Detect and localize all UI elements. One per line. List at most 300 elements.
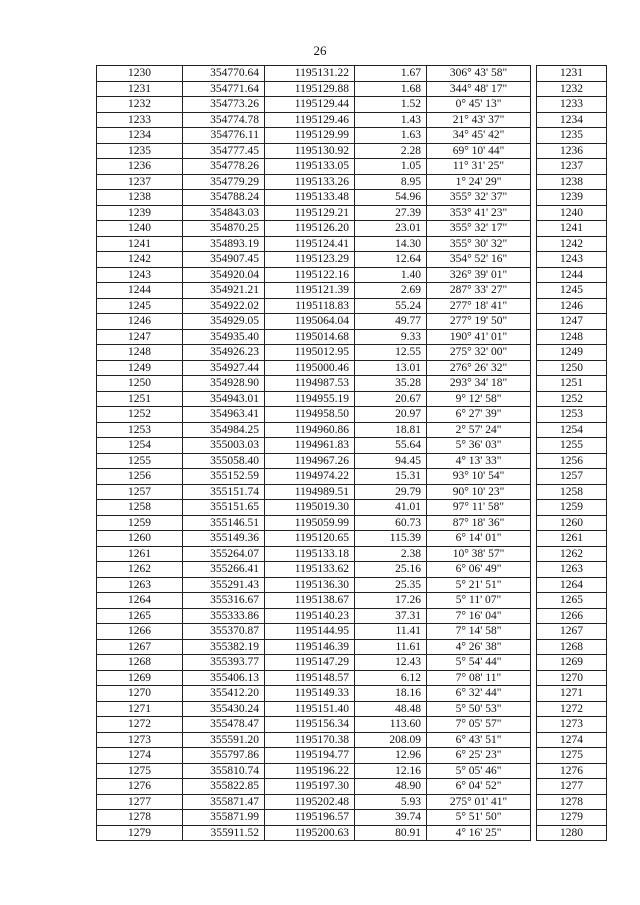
y-coordinate-cell: 1195200.63 (265, 825, 355, 841)
point-id-cell: 1249 (97, 360, 183, 376)
bearing-cell: 5° 50' 53" (427, 701, 531, 717)
x-coordinate-cell: 355149.36 (183, 531, 265, 547)
y-coordinate-cell: 1195129.99 (265, 128, 355, 144)
point-id-cell: 1271 (97, 701, 183, 717)
next-point-cell: 1264 (537, 577, 607, 593)
next-point-cell: 1276 (537, 763, 607, 779)
next-point-cell: 1270 (537, 670, 607, 686)
distance-cell: 1.43 (355, 112, 427, 128)
y-coordinate-cell: 1195129.44 (265, 97, 355, 113)
bearing-cell: 6° 04' 52" (427, 779, 531, 795)
x-coordinate-cell: 354771.64 (183, 81, 265, 97)
bearing-cell: 355° 32' 17" (427, 221, 531, 237)
bearing-cell: 7° 05' 57" (427, 717, 531, 733)
point-id-cell: 1230 (97, 66, 183, 82)
next-point-cell: 1265 (537, 593, 607, 609)
y-coordinate-cell: 1195144.95 (265, 624, 355, 640)
point-id-cell: 1260 (97, 531, 183, 547)
bearing-cell: 6° 25' 23" (427, 748, 531, 764)
table-row (97, 717, 607, 733)
next-point-cell: 1233 (537, 97, 607, 113)
y-coordinate-cell: 1195196.57 (265, 810, 355, 826)
x-coordinate-cell: 355911.52 (183, 825, 265, 841)
y-coordinate-cell: 1195123.29 (265, 252, 355, 268)
y-coordinate-cell: 1195151.40 (265, 701, 355, 717)
next-point-cell: 1274 (537, 732, 607, 748)
bearing-cell: 190° 41' 01" (427, 329, 531, 345)
point-id-cell: 1232 (97, 97, 183, 113)
bearing-cell: 87° 18' 36" (427, 515, 531, 531)
point-id-cell: 1242 (97, 252, 183, 268)
x-coordinate-cell: 355393.77 (183, 655, 265, 671)
point-id-cell: 1250 (97, 376, 183, 392)
table-row (97, 298, 607, 314)
distance-cell: 115.39 (355, 531, 427, 547)
y-coordinate-cell: 1195019.30 (265, 500, 355, 516)
distance-cell: 12.64 (355, 252, 427, 268)
y-coordinate-cell: 1194989.51 (265, 484, 355, 500)
table-row (97, 500, 607, 516)
point-id-cell: 1274 (97, 748, 183, 764)
y-coordinate-cell: 1195147.29 (265, 655, 355, 671)
y-coordinate-cell: 1194958.50 (265, 407, 355, 423)
point-id-cell: 1231 (97, 81, 183, 97)
next-point-cell: 1234 (537, 112, 607, 128)
x-coordinate-cell: 354870.25 (183, 221, 265, 237)
next-point-cell: 1259 (537, 500, 607, 516)
point-id-cell: 1246 (97, 314, 183, 330)
x-coordinate-cell: 355316.67 (183, 593, 265, 609)
x-coordinate-cell: 355003.03 (183, 438, 265, 454)
distance-cell: 37.31 (355, 608, 427, 624)
y-coordinate-cell: 1195124.41 (265, 236, 355, 252)
table-row (97, 686, 607, 702)
next-point-cell: 1279 (537, 810, 607, 826)
next-point-cell: 1254 (537, 422, 607, 438)
distance-cell: 48.90 (355, 779, 427, 795)
table-row (97, 515, 607, 531)
x-coordinate-cell: 355810.74 (183, 763, 265, 779)
bearing-cell: 34° 45' 42" (427, 128, 531, 144)
distance-cell: 49.77 (355, 314, 427, 330)
table-row (97, 593, 607, 609)
next-point-cell: 1262 (537, 546, 607, 562)
point-id-cell: 1245 (97, 298, 183, 314)
distance-cell: 208.09 (355, 732, 427, 748)
x-coordinate-cell: 354893.19 (183, 236, 265, 252)
x-coordinate-cell: 354928.90 (183, 376, 265, 392)
x-coordinate-cell: 355146.51 (183, 515, 265, 531)
y-coordinate-cell: 1195133.48 (265, 190, 355, 206)
table-row (97, 391, 607, 407)
table-row (97, 190, 607, 206)
distance-cell: 55.64 (355, 438, 427, 454)
x-coordinate-cell: 355151.65 (183, 500, 265, 516)
bearing-cell: 6° 06' 49" (427, 562, 531, 578)
point-id-cell: 1279 (97, 825, 183, 841)
x-coordinate-cell: 354984.25 (183, 422, 265, 438)
y-coordinate-cell: 1194987.53 (265, 376, 355, 392)
distance-cell: 39.74 (355, 810, 427, 826)
next-point-cell: 1269 (537, 655, 607, 671)
x-coordinate-cell: 354922.02 (183, 298, 265, 314)
next-point-cell: 1267 (537, 624, 607, 640)
next-point-cell: 1277 (537, 779, 607, 795)
distance-cell: 18.16 (355, 686, 427, 702)
y-coordinate-cell: 1195000.46 (265, 360, 355, 376)
table-row (97, 407, 607, 423)
next-point-cell: 1252 (537, 391, 607, 407)
point-id-cell: 1241 (97, 236, 183, 252)
x-coordinate-cell: 354935.40 (183, 329, 265, 345)
bearing-cell: 6° 43' 51" (427, 732, 531, 748)
table-row (97, 701, 607, 717)
next-point-cell: 1261 (537, 531, 607, 547)
distance-cell: 1.05 (355, 159, 427, 175)
x-coordinate-cell: 355333.86 (183, 608, 265, 624)
y-coordinate-cell: 1195146.39 (265, 639, 355, 655)
table-row (97, 422, 607, 438)
point-id-cell: 1266 (97, 624, 183, 640)
bearing-cell: 21° 43' 37" (427, 112, 531, 128)
next-point-cell: 1241 (537, 221, 607, 237)
x-coordinate-cell: 355478.47 (183, 717, 265, 733)
distance-cell: 20.97 (355, 407, 427, 423)
distance-cell: 8.95 (355, 174, 427, 190)
y-coordinate-cell: 1195133.18 (265, 546, 355, 562)
point-id-cell: 1275 (97, 763, 183, 779)
table-row (97, 608, 607, 624)
next-point-cell: 1240 (537, 205, 607, 221)
distance-cell: 60.73 (355, 515, 427, 531)
distance-cell: 25.16 (355, 562, 427, 578)
x-coordinate-cell: 354926.23 (183, 345, 265, 361)
table-row (97, 624, 607, 640)
distance-cell: 20.67 (355, 391, 427, 407)
y-coordinate-cell: 1195194.77 (265, 748, 355, 764)
y-coordinate-cell: 1195059.99 (265, 515, 355, 531)
next-point-cell: 1272 (537, 701, 607, 717)
bearing-cell: 275° 32' 00" (427, 345, 531, 361)
table-row (97, 810, 607, 826)
distance-cell: 15.31 (355, 469, 427, 485)
table-row (97, 205, 607, 221)
next-point-cell: 1280 (537, 825, 607, 841)
point-id-cell: 1265 (97, 608, 183, 624)
y-coordinate-cell: 1195197.30 (265, 779, 355, 795)
distance-cell: 2.69 (355, 283, 427, 299)
bearing-cell: 277° 18' 41" (427, 298, 531, 314)
table-row (97, 376, 607, 392)
table-row (97, 577, 607, 593)
table-row (97, 314, 607, 330)
x-coordinate-cell: 354776.11 (183, 128, 265, 144)
point-id-cell: 1264 (97, 593, 183, 609)
x-coordinate-cell: 355370.87 (183, 624, 265, 640)
point-id-cell: 1254 (97, 438, 183, 454)
point-id-cell: 1252 (97, 407, 183, 423)
bearing-cell: 6° 27' 39" (427, 407, 531, 423)
table-row (97, 236, 607, 252)
point-id-cell: 1268 (97, 655, 183, 671)
distance-cell: 1.52 (355, 97, 427, 113)
y-coordinate-cell: 1195202.48 (265, 794, 355, 810)
bearing-cell: 90° 10' 23" (427, 484, 531, 500)
next-point-cell: 1275 (537, 748, 607, 764)
x-coordinate-cell: 354943.01 (183, 391, 265, 407)
table-row (97, 670, 607, 686)
next-point-cell: 1245 (537, 283, 607, 299)
distance-cell: 1.67 (355, 66, 427, 82)
point-id-cell: 1234 (97, 128, 183, 144)
table-row (97, 252, 607, 268)
point-id-cell: 1251 (97, 391, 183, 407)
distance-cell: 13.01 (355, 360, 427, 376)
table-row (97, 143, 607, 159)
next-point-cell: 1278 (537, 794, 607, 810)
bearing-cell: 5° 11' 07" (427, 593, 531, 609)
x-coordinate-cell: 355406.13 (183, 670, 265, 686)
y-coordinate-cell: 1194955.19 (265, 391, 355, 407)
table-row (97, 81, 607, 97)
point-id-cell: 1258 (97, 500, 183, 516)
next-point-cell: 1238 (537, 174, 607, 190)
next-point-cell: 1249 (537, 345, 607, 361)
distance-cell: 55.24 (355, 298, 427, 314)
bearing-cell: 5° 54' 44" (427, 655, 531, 671)
y-coordinate-cell: 1195138.67 (265, 593, 355, 609)
x-coordinate-cell: 355591.20 (183, 732, 265, 748)
y-coordinate-cell: 1195130.92 (265, 143, 355, 159)
x-coordinate-cell: 354777.45 (183, 143, 265, 159)
x-coordinate-cell: 354778.26 (183, 159, 265, 175)
x-coordinate-cell: 354907.45 (183, 252, 265, 268)
distance-cell: 11.41 (355, 624, 427, 640)
x-coordinate-cell: 354774.78 (183, 112, 265, 128)
next-point-cell: 1250 (537, 360, 607, 376)
point-id-cell: 1235 (97, 143, 183, 159)
next-point-cell: 1237 (537, 159, 607, 175)
y-coordinate-cell: 1195136.30 (265, 577, 355, 593)
distance-cell: 27.39 (355, 205, 427, 221)
x-coordinate-cell: 354788.24 (183, 190, 265, 206)
x-coordinate-cell: 355430.24 (183, 701, 265, 717)
table-row (97, 128, 607, 144)
distance-cell: 1.63 (355, 128, 427, 144)
distance-cell: 41.01 (355, 500, 427, 516)
bearing-cell: 7° 16' 04" (427, 608, 531, 624)
point-id-cell: 1257 (97, 484, 183, 500)
next-point-cell: 1232 (537, 81, 607, 97)
y-coordinate-cell: 1195129.21 (265, 205, 355, 221)
bearing-cell: 69° 10' 44" (427, 143, 531, 159)
y-coordinate-cell: 1195121.39 (265, 283, 355, 299)
point-id-cell: 1278 (97, 810, 183, 826)
x-coordinate-cell: 355822.85 (183, 779, 265, 795)
distance-cell: 1.68 (355, 81, 427, 97)
bearing-cell: 4° 13' 33" (427, 453, 531, 469)
bearing-cell: 4° 26' 38" (427, 639, 531, 655)
x-coordinate-cell: 355058.40 (183, 453, 265, 469)
distance-cell: 12.96 (355, 748, 427, 764)
bearing-cell: 306° 43' 58" (427, 66, 531, 82)
bearing-cell: 276° 26' 32" (427, 360, 531, 376)
table-row (97, 329, 607, 345)
point-id-cell: 1270 (97, 686, 183, 702)
bearing-cell: 293° 34' 18" (427, 376, 531, 392)
coordinates-table (96, 65, 607, 841)
distance-cell: 29.79 (355, 484, 427, 500)
point-id-cell: 1238 (97, 190, 183, 206)
bearing-cell: 355° 30' 32" (427, 236, 531, 252)
x-coordinate-cell: 355291.43 (183, 577, 265, 593)
next-point-cell: 1244 (537, 267, 607, 283)
y-coordinate-cell: 1195149.33 (265, 686, 355, 702)
table-row (97, 345, 607, 361)
table-row (97, 531, 607, 547)
point-id-cell: 1272 (97, 717, 183, 733)
distance-cell: 25.35 (355, 577, 427, 593)
next-point-cell: 1257 (537, 469, 607, 485)
next-point-cell: 1258 (537, 484, 607, 500)
bearing-cell: 93° 10' 54" (427, 469, 531, 485)
bearing-cell: 0° 45' 13" (427, 97, 531, 113)
point-id-cell: 1239 (97, 205, 183, 221)
table-row (97, 112, 607, 128)
next-point-cell: 1251 (537, 376, 607, 392)
table-row (97, 469, 607, 485)
point-id-cell: 1253 (97, 422, 183, 438)
y-coordinate-cell: 1194960.86 (265, 422, 355, 438)
bearing-cell: 1° 24' 29" (427, 174, 531, 190)
y-coordinate-cell: 1195133.62 (265, 562, 355, 578)
y-coordinate-cell: 1195120.65 (265, 531, 355, 547)
bearing-cell: 5° 05' 46" (427, 763, 531, 779)
bearing-cell: 353° 41' 23" (427, 205, 531, 221)
point-id-cell: 1267 (97, 639, 183, 655)
y-coordinate-cell: 1195170.38 (265, 732, 355, 748)
next-point-cell: 1263 (537, 562, 607, 578)
next-point-cell: 1256 (537, 453, 607, 469)
bearing-cell: 6° 32' 44" (427, 686, 531, 702)
y-coordinate-cell: 1194961.83 (265, 438, 355, 454)
table-row (97, 546, 607, 562)
table-row (97, 748, 607, 764)
table-row (97, 174, 607, 190)
y-coordinate-cell: 1195012.95 (265, 345, 355, 361)
x-coordinate-cell: 354773.26 (183, 97, 265, 113)
distance-cell: 12.55 (355, 345, 427, 361)
point-id-cell: 1240 (97, 221, 183, 237)
bearing-cell: 277° 19' 50" (427, 314, 531, 330)
x-coordinate-cell: 354920.04 (183, 267, 265, 283)
distance-cell: 18.81 (355, 422, 427, 438)
bearing-cell: 9° 12' 58" (427, 391, 531, 407)
distance-cell: 35.28 (355, 376, 427, 392)
distance-cell: 2.28 (355, 143, 427, 159)
distance-cell: 80.91 (355, 825, 427, 841)
bearing-cell: 354° 52' 16" (427, 252, 531, 268)
bearing-cell: 287° 33' 27" (427, 283, 531, 299)
bearing-cell: 5° 36' 03" (427, 438, 531, 454)
bearing-cell: 275° 01' 41" (427, 794, 531, 810)
point-id-cell: 1233 (97, 112, 183, 128)
table-row (97, 655, 607, 671)
point-id-cell: 1243 (97, 267, 183, 283)
y-coordinate-cell: 1195133.26 (265, 174, 355, 190)
bearing-cell: 344° 48' 17" (427, 81, 531, 97)
point-id-cell: 1277 (97, 794, 183, 810)
table-row (97, 562, 607, 578)
bearing-cell: 97° 11' 58" (427, 500, 531, 516)
distance-cell: 14.30 (355, 236, 427, 252)
x-coordinate-cell: 355412.20 (183, 686, 265, 702)
next-point-cell: 1271 (537, 686, 607, 702)
point-id-cell: 1259 (97, 515, 183, 531)
y-coordinate-cell: 1195129.88 (265, 81, 355, 97)
x-coordinate-cell: 354921.21 (183, 283, 265, 299)
bearing-cell: 355° 32' 37" (427, 190, 531, 206)
next-point-cell: 1231 (537, 66, 607, 82)
x-coordinate-cell: 354779.29 (183, 174, 265, 190)
x-coordinate-cell: 355797.86 (183, 748, 265, 764)
point-id-cell: 1236 (97, 159, 183, 175)
point-id-cell: 1237 (97, 174, 183, 190)
x-coordinate-cell: 354963.41 (183, 407, 265, 423)
distance-cell: 11.61 (355, 639, 427, 655)
distance-cell: 6.12 (355, 670, 427, 686)
y-coordinate-cell: 1195140.23 (265, 608, 355, 624)
table-row (97, 779, 607, 795)
next-point-cell: 1239 (537, 190, 607, 206)
bearing-cell: 6° 14' 01" (427, 531, 531, 547)
bearing-cell: 5° 51' 50" (427, 810, 531, 826)
bearing-cell: 2° 57' 24" (427, 422, 531, 438)
x-coordinate-cell: 355871.99 (183, 810, 265, 826)
bearing-cell: 326° 39' 01" (427, 267, 531, 283)
next-point-cell: 1268 (537, 639, 607, 655)
distance-cell: 12.43 (355, 655, 427, 671)
y-coordinate-cell: 1194967.26 (265, 453, 355, 469)
y-coordinate-cell: 1195064.04 (265, 314, 355, 330)
table-row (97, 97, 607, 113)
bearing-cell: 7° 08' 11" (427, 670, 531, 686)
distance-cell: 54.96 (355, 190, 427, 206)
distance-cell: 1.40 (355, 267, 427, 283)
y-coordinate-cell: 1194974.22 (265, 469, 355, 485)
distance-cell: 113.60 (355, 717, 427, 733)
next-point-cell: 1246 (537, 298, 607, 314)
point-id-cell: 1247 (97, 329, 183, 345)
distance-cell: 48.48 (355, 701, 427, 717)
next-point-cell: 1235 (537, 128, 607, 144)
y-coordinate-cell: 1195131.22 (265, 66, 355, 82)
bearing-cell: 4° 16' 25" (427, 825, 531, 841)
table-row (97, 825, 607, 841)
next-point-cell: 1260 (537, 515, 607, 531)
y-coordinate-cell: 1195133.05 (265, 159, 355, 175)
table-row (97, 360, 607, 376)
table-row (97, 484, 607, 500)
point-id-cell: 1262 (97, 562, 183, 578)
x-coordinate-cell: 355871.47 (183, 794, 265, 810)
x-coordinate-cell: 354927.44 (183, 360, 265, 376)
table-row (97, 732, 607, 748)
x-coordinate-cell: 354770.64 (183, 66, 265, 82)
table-row (97, 221, 607, 237)
bearing-cell: 5° 21' 51" (427, 577, 531, 593)
y-coordinate-cell: 1195156.34 (265, 717, 355, 733)
